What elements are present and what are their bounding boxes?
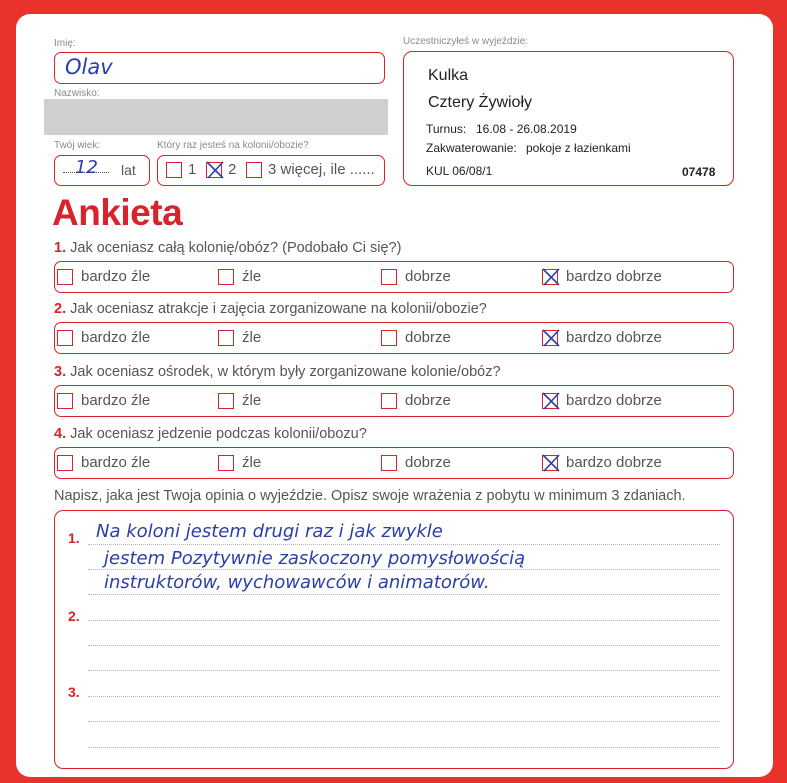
question-number: 3.: [54, 364, 67, 380]
writing-line: [88, 696, 720, 697]
question-2-text: [54, 301, 487, 317]
writing-line: [88, 721, 720, 722]
question-2-option-label: dobrze: [405, 329, 451, 346]
question-3-options: [54, 385, 734, 417]
opinion-handwriting-line-2: jestem Pozytywnie zaskoczony pomysłowością: [104, 548, 526, 569]
question-4-checkbox-4[interactable]: [542, 455, 558, 471]
question-4-option-label: dobrze: [405, 454, 451, 471]
name-field[interactable]: [54, 52, 385, 84]
question-1-text: [54, 240, 401, 256]
opinion-number-3: 3.: [68, 684, 80, 700]
question-1-option-label: bardzo dobrze: [566, 268, 662, 285]
question-3-option-label: bardzo dobrze: [566, 392, 662, 409]
question-number: 4.: [54, 426, 67, 442]
question-1-options: [54, 261, 734, 293]
question-3-option-label: dobrze: [405, 392, 451, 409]
question-label: Jak oceniasz atrakcje i zajęcia zorganizowane na kolonii/obozie?: [70, 301, 487, 317]
question-2-checkbox-3[interactable]: [381, 330, 397, 346]
name-value: Olav: [65, 55, 113, 79]
question-4-checkbox-3[interactable]: [381, 455, 397, 471]
question-1-checkbox-2[interactable]: [218, 269, 234, 285]
question-number: 2.: [54, 301, 67, 317]
trip-box: [403, 51, 734, 186]
writing-line: [88, 670, 720, 671]
camp-name: Kulka: [428, 67, 469, 84]
question-4-options: [54, 447, 734, 479]
survey-title: Ankieta: [52, 192, 183, 233]
question-1-option-label: dobrze: [405, 268, 451, 285]
question-4-checkbox-1[interactable]: [57, 455, 73, 471]
question-2-option-label: bardzo dobrze: [566, 329, 662, 346]
question-label: Jak oceniasz ośrodek, w którym były zorganizowane kolonie/obóz?: [70, 364, 501, 380]
times-option-1: 1: [188, 161, 197, 178]
question-1-checkbox-1[interactable]: [57, 269, 73, 285]
age-field[interactable]: [54, 155, 150, 186]
writing-line: [88, 620, 720, 621]
opinion-number-2: 2.: [68, 608, 80, 624]
age-value: 12: [75, 157, 98, 178]
question-3-text: [54, 364, 501, 380]
checkmark-x-icon: [540, 452, 562, 474]
opinion-handwriting-line-1: Na koloni jestem drugi raz i jak zwykle: [96, 521, 443, 542]
question-number: 1.: [54, 240, 67, 256]
question-1-checkbox-4[interactable]: [542, 269, 558, 285]
question-3-checkbox-1[interactable]: [57, 393, 73, 409]
question-4-checkbox-2[interactable]: [218, 455, 234, 471]
opinion-number-1: 1.: [68, 530, 80, 546]
times-option-2: 2: [228, 161, 237, 178]
question-label: Jak oceniasz jedzenie podczas kolonii/obozu?: [70, 426, 367, 442]
question-2-option-label: źle: [242, 329, 262, 346]
writing-line: [88, 544, 720, 545]
times-label: Który raz jesteś na kolonii/obozie?: [157, 140, 309, 151]
question-2-checkbox-2[interactable]: [218, 330, 234, 346]
question-3-option-label: bardzo źle: [81, 392, 151, 409]
writing-line: [88, 747, 720, 748]
question-4-text: [54, 426, 367, 442]
camp-theme: Cztery Żywioły: [428, 94, 533, 111]
surname-redacted: [44, 99, 388, 135]
turnus-label: Turnus:: [426, 122, 467, 136]
times-checkbox-2[interactable]: [206, 162, 222, 178]
question-4-option-label: źle: [242, 454, 262, 471]
checkmark-x-icon: [540, 390, 562, 412]
times-field: [157, 155, 385, 186]
checkmark-x-icon: [540, 327, 562, 349]
times-checkbox-1[interactable]: [166, 162, 182, 178]
question-2-checkbox-4[interactable]: [542, 330, 558, 346]
trip-label: Uczestniczyłeś w wyjeździe:: [403, 36, 529, 47]
lodging-value: pokoje z łazienkami: [526, 141, 631, 155]
question-label: Jak oceniasz całą kolonię/obóz? (Podobało Ci się?): [70, 240, 402, 256]
question-3-checkbox-2[interactable]: [218, 393, 234, 409]
question-2-option-label: bardzo źle: [81, 329, 151, 346]
question-2-options: [54, 322, 734, 354]
trip-number: 07478: [682, 165, 716, 179]
turnus-value: 16.08 - 26.08.2019: [476, 122, 577, 136]
question-1-option-label: źle: [242, 268, 262, 285]
question-3-checkbox-3[interactable]: [381, 393, 397, 409]
writing-line: [88, 645, 720, 646]
question-4-option-label: bardzo źle: [81, 454, 151, 471]
opinion-handwriting-line-3: instruktorów, wychowawców i animatorów.: [104, 572, 490, 593]
question-3-option-label: źle: [242, 392, 262, 409]
question-4-option-label: bardzo dobrze: [566, 454, 662, 471]
question-3-checkbox-4[interactable]: [542, 393, 558, 409]
surname-label: Nazwisko:: [54, 88, 100, 99]
checkmark-x-icon: [204, 159, 226, 181]
question-1-option-label: bardzo źle: [81, 268, 151, 285]
question-2-checkbox-1[interactable]: [57, 330, 73, 346]
age-label: Twój wiek:: [54, 140, 101, 151]
lodging-label: Zakwaterowanie:: [426, 141, 517, 155]
checkmark-x-icon: [540, 266, 562, 288]
question-1-checkbox-3[interactable]: [381, 269, 397, 285]
age-suffix: lat: [121, 162, 136, 178]
times-option-3: 3 więcej, ile ......: [268, 161, 375, 178]
times-checkbox-3[interactable]: [246, 162, 262, 178]
trip-code: KUL 06/08/1: [426, 164, 493, 178]
survey-form: [16, 14, 773, 777]
name-label: Imię:: [54, 38, 76, 49]
opinion-prompt: Napisz, jaka jest Twoja opinia o wyjeździe. Opisz swoje wrażenia z pobytu w minimum 3 zdaniach.: [54, 488, 686, 504]
